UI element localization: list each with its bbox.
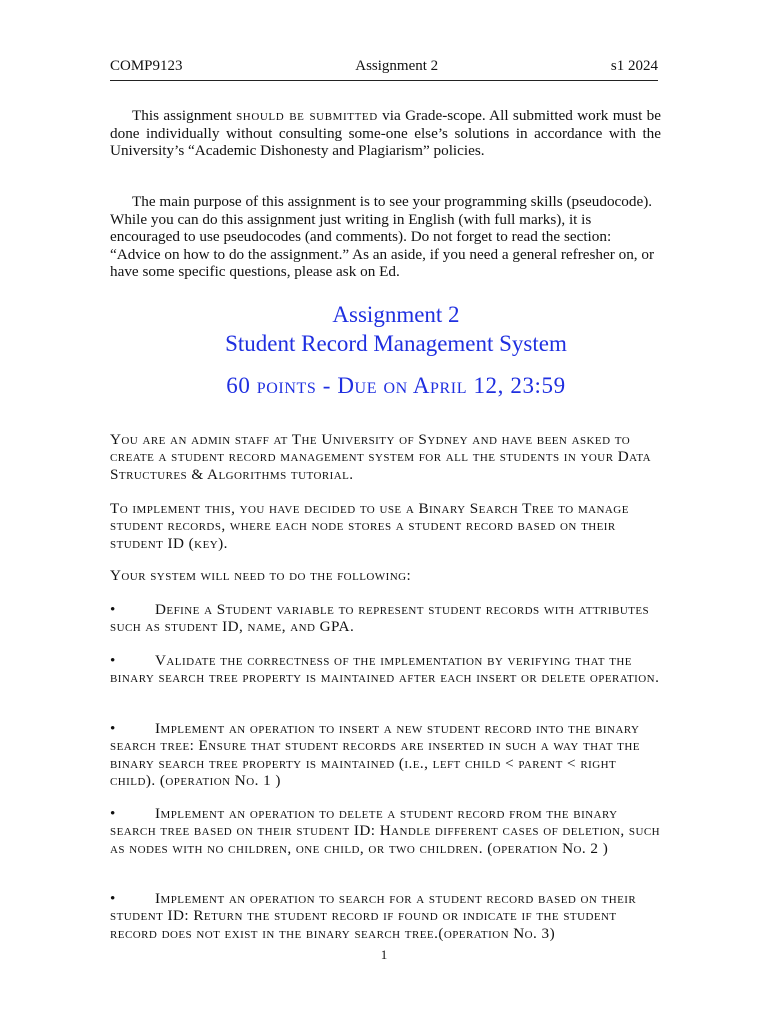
bullet-text: Implement an operation to delete a student record from the binary search tree based on their student ID: Handle different cases of deletion, such as nodes with no children, one child, or two children. (operation No. 2 ) [110, 805, 661, 857]
intro-paragraph-purpose: The main purpose of this assignment is to see your programming skills (pseudocode). While you can do this assignment just writing in English (with full marks), it is encouraged to use pseudocodes (and comments). Do not forget to read the section: “Advice on how to do the assignment.” As an aside, if you need a general refresher on, or have some specific questions, please ask on Ed. [110, 193, 655, 280]
bst-paragraph: To implement this, you have decided to use a Binary Search Tree to manage student records, where each node stores a student record based on their student ID (key). [110, 500, 629, 552]
title-line-1: Assignment 2 [332, 302, 460, 327]
page-number: 1 [380, 947, 388, 962]
running-header [110, 58, 658, 75]
header-assignment: Assignment 2 [355, 58, 439, 74]
bullet-icon: • [110, 652, 116, 669]
intro-p1-after: via Grade-scope. All submitted work must be done individually without consulting some-one else’s solutions in accordance with the University’s “Academic Dishonesty and Plagiarism” policies. [110, 107, 661, 159]
intro-p1-emphasis: should be submitted [236, 107, 378, 124]
role-paragraph: You are an admin staff at The University of Sydney and have been asked to create a student record management system for all the students in your Data Structures & Algorithms tutorial. [110, 431, 652, 483]
bullet-icon: • [110, 720, 116, 737]
bullet-text: Validate the correctness of the implementation by verifying that the binary search tree property is maintained after each insert or delete operation. [110, 652, 660, 687]
list-item [110, 601, 661, 636]
intro-p1-before: This assignment [132, 107, 237, 124]
list-intro: Your system will need to do the following: [110, 567, 412, 584]
list-item [110, 805, 661, 857]
header-rule [110, 80, 658, 81]
bullet-text: Implement an operation to insert a new student record into the binary search tree: Ensure that student records are inserted in such a way that the binary search tree property is maintained (i.e., left child < parent < right child). (operation No. 1 ) [110, 720, 640, 790]
due-date-heading: 60 points - Due on April 12, 23:59 [226, 373, 566, 398]
header-semester: s1 2024 [610, 58, 658, 74]
intro-paragraph-submission [110, 107, 661, 160]
list-item [110, 720, 661, 790]
title-block [80, 300, 712, 358]
list-item [110, 890, 661, 942]
bullet-text: Implement an operation to search for a student record based on their student ID: Return the student record if found or indicate if the student record does not exist in the binary search tree.(operation No. 3) [110, 890, 637, 942]
bullet-icon: • [110, 805, 116, 822]
course-code: COMP9123 [110, 58, 183, 74]
bullet-icon: • [110, 601, 116, 618]
list-item [110, 652, 661, 687]
bullet-text: Define a Student variable to represent student records with attributes such as student ID, name, and GPA. [110, 601, 650, 636]
bullet-icon: • [110, 890, 116, 907]
title-line-2: Student Record Management System [225, 331, 567, 356]
